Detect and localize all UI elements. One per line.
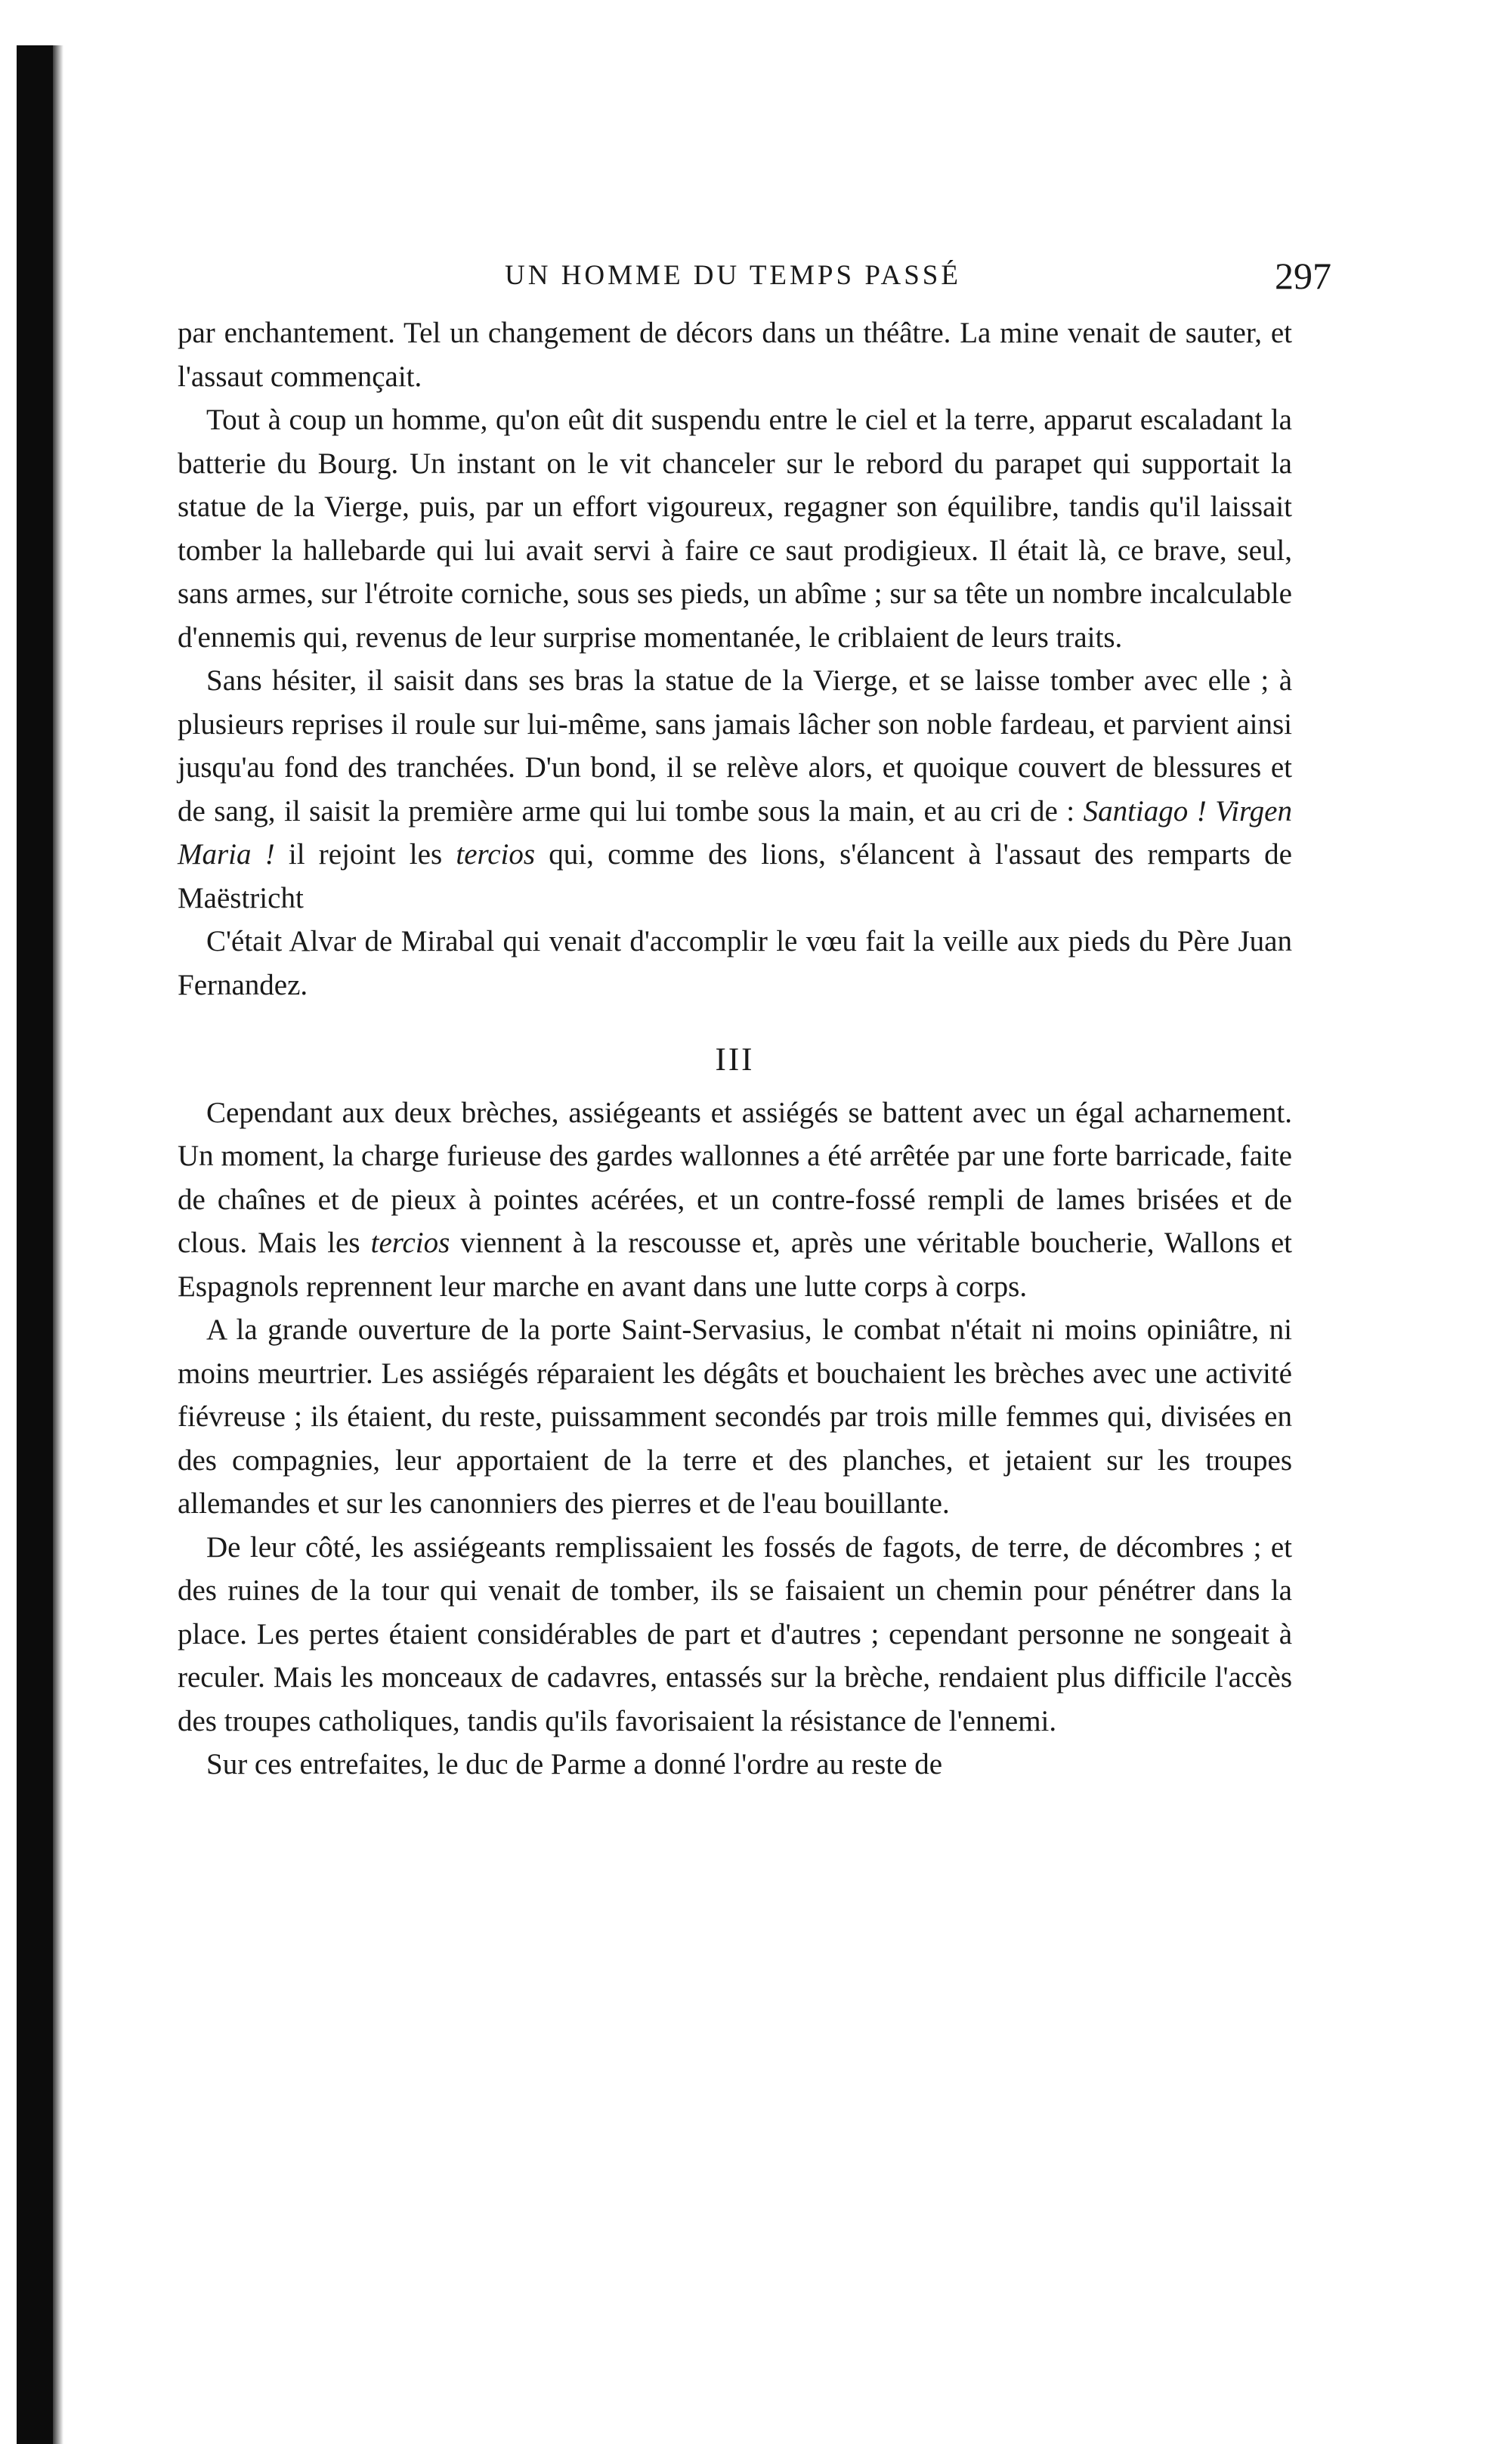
page-body <box>178 311 1292 1787</box>
page-number: 297 <box>1275 255 1331 297</box>
italic-term: tercios <box>370 1227 450 1259</box>
paragraph: Tout à coup un homme, qu'on eût dit suspendu entre le ciel et la terre, apparut escaladant la batterie du Bourg. Un instant on le vit chanceler sur le rebord du parapet qui supportait la statue de la Vierge, puis, par un effort vigoureux, regagner son équilibre, tandis qu'il laissait tomber la hallebarde qui lui avait servi à faire ce saut prodigieux. Il était là, ce brave, seul, sans armes, sur l'étroite corniche, sous ses pieds, un abîme ; sur sa tête un nombre incalculable d'ennemis qui, revenus de leur surprise momentanée, le criblaient de leurs traits. <box>178 404 1292 654</box>
book-spine-shadow <box>17 45 53 2444</box>
italic-term: tercios <box>456 838 536 871</box>
section-heading: III <box>715 1042 755 1078</box>
paragraph <box>178 1091 1292 1309</box>
paragraph: A la grande ouverture de la porte Saint-Servasius, le combat n'était ni moins opiniâtre, ni moins meurtrier. Les assiégés réparaient les dégâts et bouchaient les brèches avec une activité fiévreuse ; ils étaient, du reste, puissamment secondés par trois mille femmes qui, divisées en des compagnies, leur apportaient de la terre et des planches, et jetaient sur les troupes allemandes et sur les canonniers des pierres et de l'eau bouillante. <box>178 1313 1292 1520</box>
paragraph: par enchantement. Tel un changement de décors dans un théâtre. La mine venait de sauter, et l'assaut commençait. <box>178 317 1292 393</box>
paragraph-text: Sans hésiter, il saisit dans ses bras la statue de la Vierge, et se laisse tomber avec elle ; à plusieurs reprises il roule sur lui-même, sans jamais lâcher son noble fardeau, et parvient ainsi jusqu'au fond des tranchées. D'un bond, il se relève alors, et quoique couvert de blessures et de sang, il saisit la première arme qui lui tombe sous la main, et au cri de : <box>178 664 1292 828</box>
paragraph-text: viennent à la rescousse et, après une véritable boucherie, Wallons et Espagnols reprennent leur marche en avant dans une lutte corps à corps. <box>178 1227 1292 1303</box>
italic-battle-cry: Santiago ! Virgen Maria ! <box>178 794 1292 871</box>
paragraph-text: il rejoint les <box>274 838 456 871</box>
paragraph: C'était Alvar de Mirabal qui venait d'accomplir le vœu fait la veille aux pieds du Père Juan Fernandez. <box>178 925 1292 1001</box>
paragraph-text: Cependant aux deux brèches, assiégeants et assiégés se battent avec un égal acharnement. Un moment, la charge furieuse des gardes wallonnes a été arrêtée par une forte barricade, faite de chaînes et de pieux à pointes acérées, et un contre-fossé rempli de lames brisées et de clous. Mais les <box>178 1096 1292 1259</box>
paragraph: Sur ces entrefaites, le duc de Parme a donné l'ordre au reste de <box>206 1748 943 1780</box>
page-header <box>0 249 1512 310</box>
paragraph: De leur côté, les assiégeants remplissaient les fossés de fagots, de terre, de décombres ; et des ruines de la tour qui venait de tomber, ils se faisaient un chemin pour pénétrer dans la place. Les pertes étaient considérables de part et d'autres ; cependant personne ne songeait à reculer. Mais les monceaux de cadavres, entassés sur la brèche, rendaient plus difficile l'accès des troupes catholiques, tandis qu'ils favorisaient la résistance de l'ennemi. <box>178 1530 1292 1737</box>
page-gutter-edge <box>53 45 63 2444</box>
running-title: UN HOMME DU TEMPS PASSÉ <box>505 260 961 291</box>
paragraph <box>178 659 1292 920</box>
paragraph-text: qui, comme des lions, s'élancent à l'assaut des remparts de Maëstricht <box>178 838 1292 914</box>
